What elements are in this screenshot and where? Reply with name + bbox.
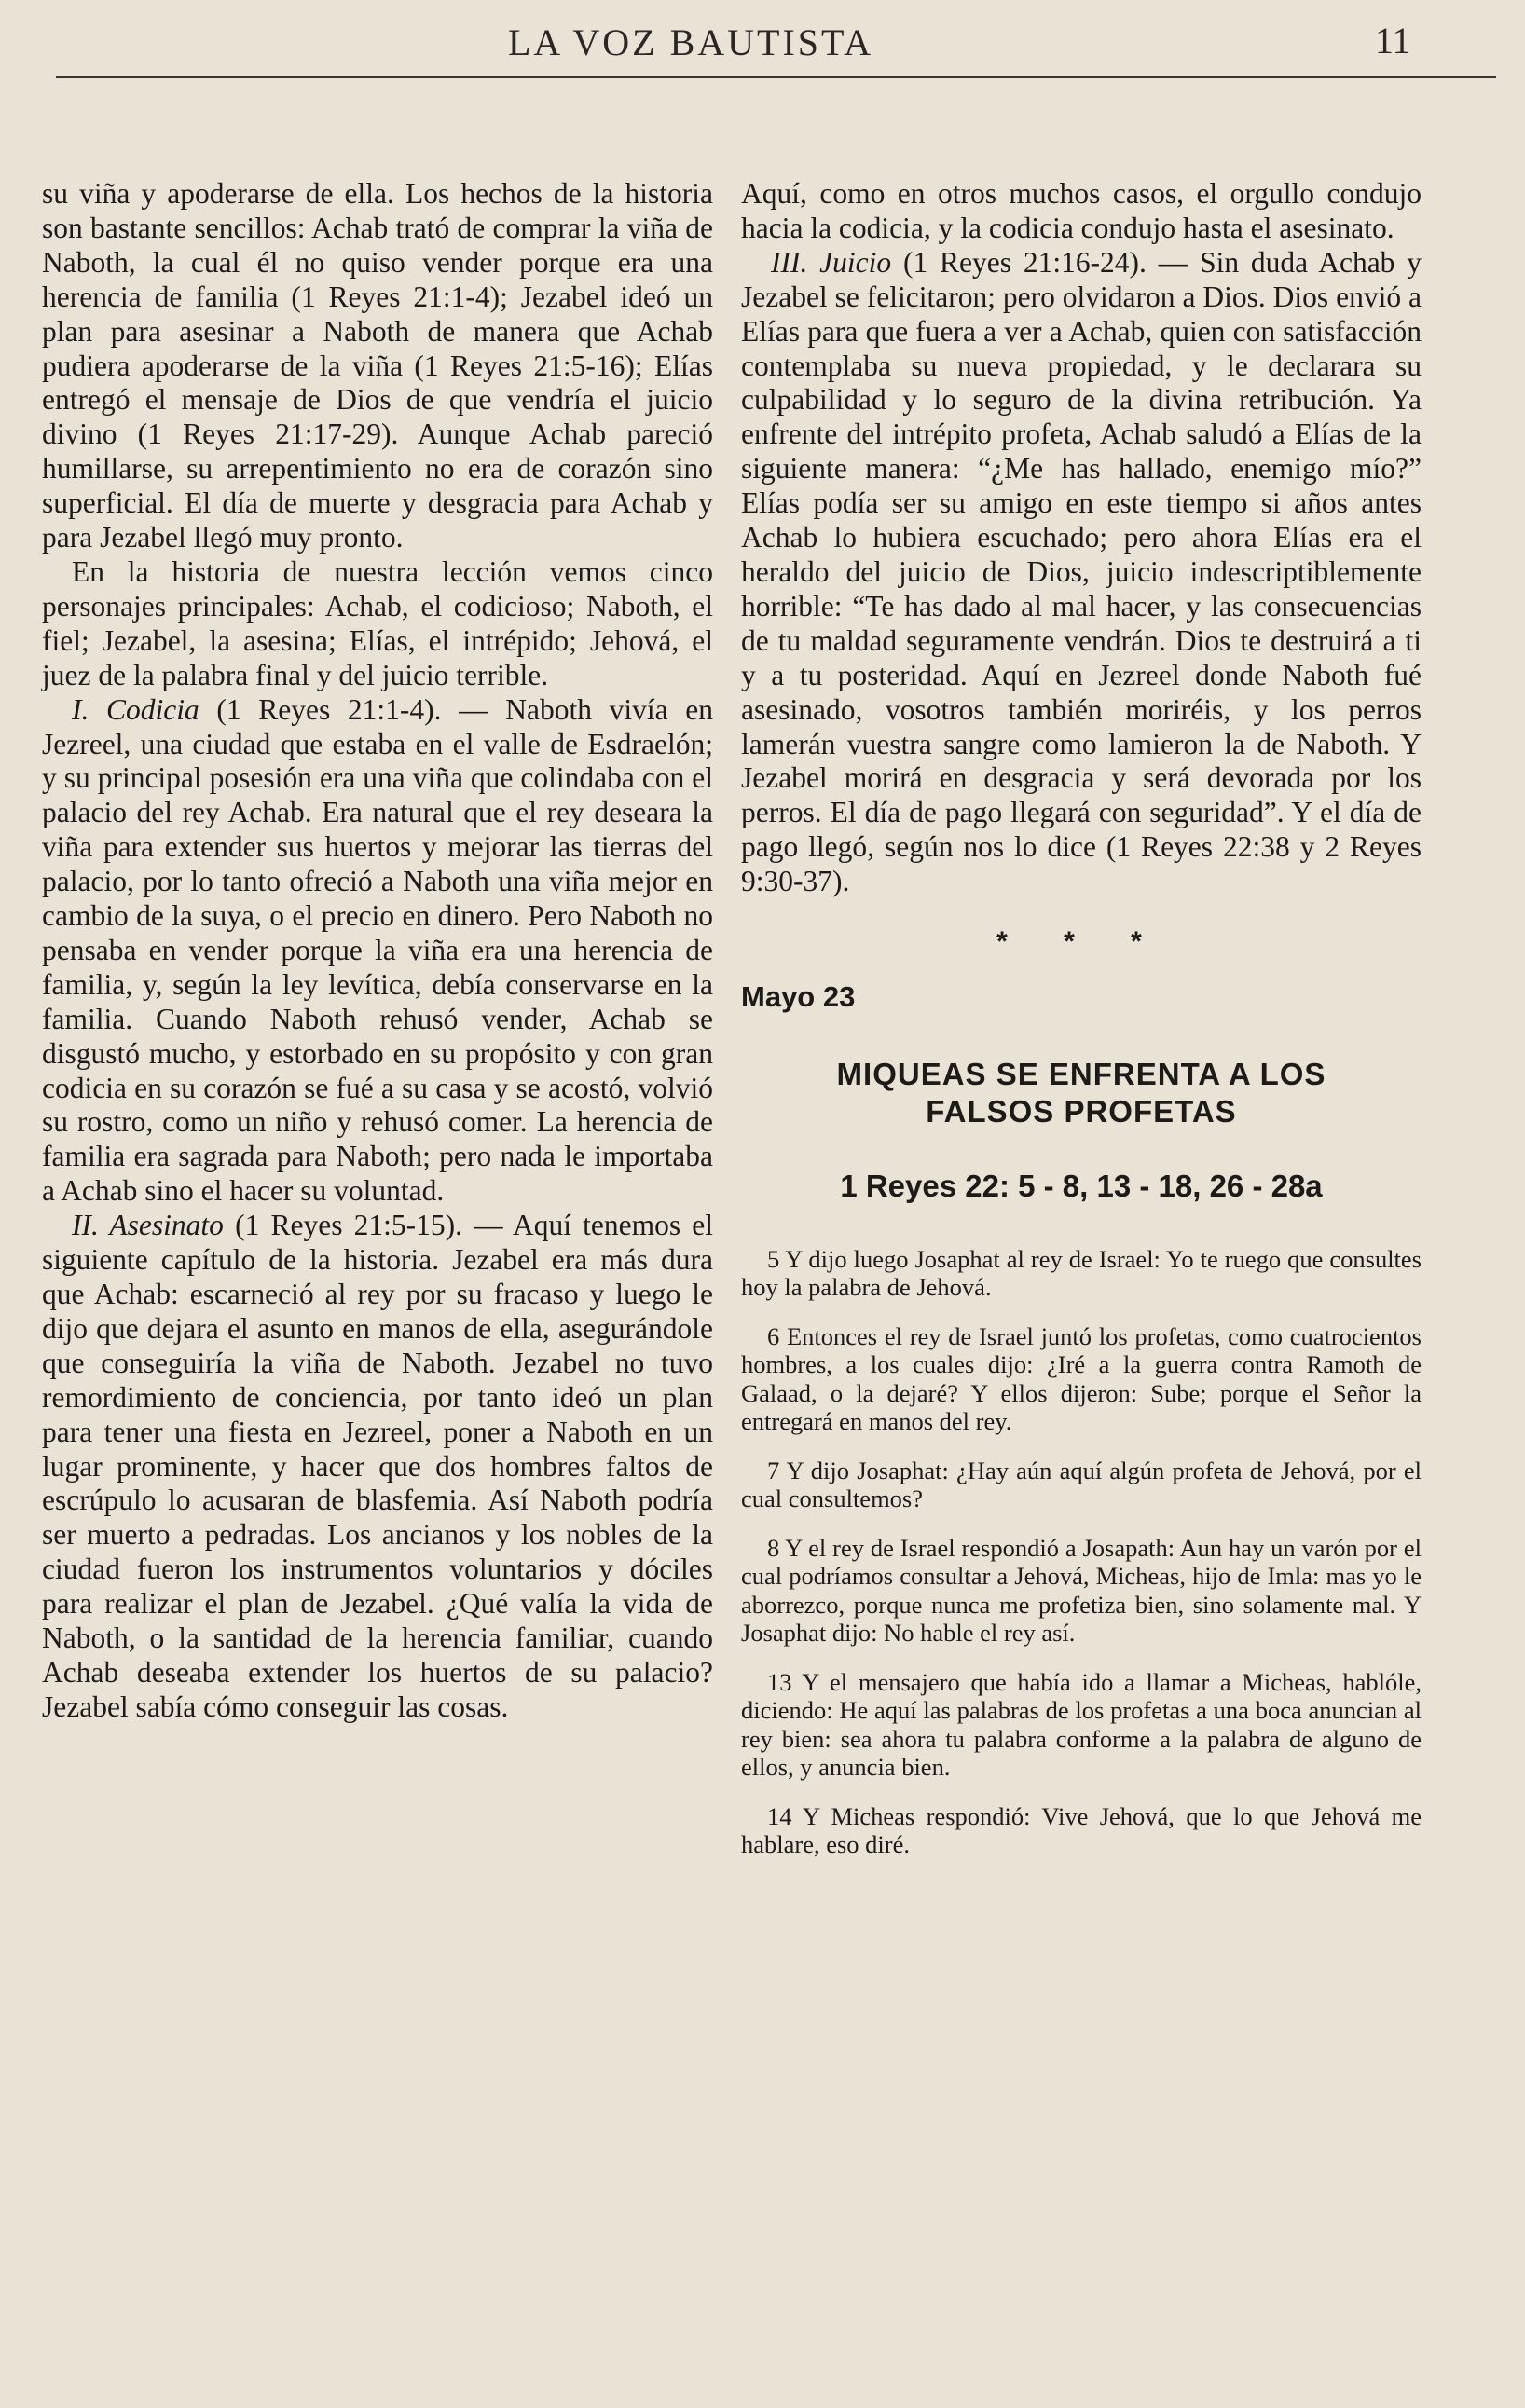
right-column: [741, 177, 1422, 1880]
section-label: III. Juicio: [771, 245, 892, 279]
section-juicio: [741, 246, 1422, 899]
section-separator: * * *: [996, 926, 1166, 958]
scripture-verse: 7 Y dijo Josaphat: ¿Hay aún aquí algún profeta de Jehová, por el cual consultemos?: [741, 1456, 1422, 1513]
lesson-reference: 1 Reyes 22: 5 - 8, 13 - 18, 26 - 28a: [840, 1168, 1323, 1203]
masthead-title: LA VOZ BAUTISTA: [508, 21, 874, 63]
paragraph-text: Aquí, como en otros muchos casos, el orgullo condujo hacia la codicia, y la codicia condujo hasta el asesinato.: [741, 177, 1422, 244]
paragraph-text: En la historia de nuestra lección vemos cinco personajes principales: Achab, el codicioso; Naboth, el fiel; Jezabel, la asesina; Elías, el intrépido; Jehová, el juez de la palabra final y del juicio terrible.: [42, 554, 713, 691]
paragraph: [741, 177, 1422, 246]
lesson-title-line: MIQUEAS SE ENFRENTA A LOS: [836, 1056, 1326, 1091]
paragraph: [42, 177, 713, 555]
scripture-verse: 14 Y Micheas respondió: Vive Jehová, que lo que Jehová me hablare, eso diré.: [741, 1801, 1422, 1859]
page-header: [0, 0, 1525, 93]
section-asesinato: [42, 1209, 713, 1725]
scripture-verse: 5 Y dijo luego Josaphat al rey de Israel: Yo te ruego que consultes hoy la palabra de Jehová.: [741, 1244, 1422, 1302]
paragraph-text: (1 Reyes 21:1-4). — Naboth vivía en Jezreel, una ciudad que estaba en el valle de Esdraelón; y su principal posesión era una viña que colindaba con el palacio del rey Achab. Era natural que el rey deseara la viña para extender sus huertos y mejorar las tierras del palacio, por lo tanto ofreció a Naboth una viña mejor en cambio de la suya, o el precio en dinero. Pero Naboth no pensaba en vender porque la viña era una herencia de familia, y, según la ley levítica, debía conservarse en la familia. Cuando Naboth rehusó vender, Achab se disgustó mucho, y estorbado en su propósito y con gran codicia en su corazón se fué a su casa y se acostó, volvió su rostro, como un niño y rehusó comer. La herencia de familia era sagrada para Naboth; pero nada le importaba a Achab sino el hacer su voluntad.: [42, 692, 713, 1208]
left-column: [42, 177, 713, 1725]
paragraph-text: su viña y apoderarse de ella. Los hechos de la historia son bastante sencillos: Achab trató de comprar la viña de Naboth, la cual él no quiso vender porque era una herencia de familia (1 Reyes 21:1-4); Jezabel ideó un plan para asesinar a Naboth de manera que Achab pudiera apoderarse de la viña (1 Reyes 21:5-16); Elías entregó el mensaje de Dios de que vendría el juicio divino (1 Reyes 21:17-29). Aunque Achab pareció humillarse, su arrepentimiento no era de corazón sino superficial. El día de muerte y desgracia para Achab y para Jezabel llegó muy pronto.: [42, 177, 713, 554]
scripture-verse: 8 Y el rey de Israel respondió a Josapath: Aun hay un varón por el cual podríamos consultar a Jehová, Micheas, hijo de Imla: mas yo le aborrezco, porque nunca me profetiza bien, sino solamente mal. Y Josaphat dijo: No hable el rey así.: [741, 1533, 1422, 1648]
lesson-date: Mayo 23: [741, 979, 856, 1013]
lesson-title: [741, 1056, 1422, 1130]
paragraph-text: (1 Reyes 21:5-15). — Aquí tenemos el siguiente capítulo de la historia. Jezabel era más dura que Achab: escarneció al rey por su fracaso y luego le dijo que dejara el asunto en manos de ella, asegurándole que conseguiría la viña de Naboth. Jezabel no tuvo remordimiento de conciencia, por tanto ideó un plan para tener una fiesta en Jezreel, poner a Naboth en un lugar prominente, y hacer que dos hombres faltos de escrúpulo lo acusaran de blasfemia. Así Naboth podría ser muerto a pedradas. Los ancianos y los nobles de la ciudad fueron los instrumentos voluntarios y dóciles para realizar el plan de Jezabel. ¿Qué valía la vida de Naboth, o la santidad de la herencia familiar, cuando Achab deseaba extender los huertos de su palacio? Jezabel sabía cómo conseguir las cosas.: [42, 1209, 714, 1723]
scripture-verse: 13 Y el mensajero que había ido a llamar a Micheas, hablóle, diciendo: He aquí las palabras de los profetas a una boca anuncian al rey bien: sea ahora tu palabra conforme a la palabra de alguno de ellos, y anuncia bien.: [741, 1667, 1422, 1782]
page-number: 11: [1375, 20, 1411, 62]
paragraph-text: (1 Reyes 21:16-24). — Sin duda Achab y Jezabel se felicitaron; pero olvidaron a Dios. Dios envió a Elías para que fuera a ver a Achab, quien con satisfacción contemplaba su nueva propiedad, y le declarara su culpabilidad y lo seguro de la divina retribución. Ya enfrente del intrépito profeta, Achab saludó a Elías de la siguiente manera: “¿Me has hallado, enemigo mío?” Elías podía ser su amigo en este tiempo si años antes Achab lo hubiera escuchado; pero ahora Elías era el heraldo del juicio de Dios, juicio indescriptiblemente horrible: “Te has dado al mal hacer, y las consecuencias de tu maldad seguramente vendrán. Dios te destruirá a ti y a tu posteridad. Aquí en Jezreel donde Naboth fué asesinado, vosotros también moriréis, y los perros lamerán vuestra sangre como lamieron la de Naboth. Y Jezabel morirá en desgracia y será devorada por los perros. El día de pago llegará con seguridad”. Y el día de pago llegó, según nos lo dice (1 Reyes 22:38 y 2 Reyes 9:30-37).: [741, 245, 1422, 898]
header-rule: [56, 76, 1496, 78]
scripture-verse: 6 Entonces el rey de Israel juntó los profetas, como cuatrocientos hombres, a los cuales dijo: ¿Iré a la guerra contra Ramoth de Galaad, o la dejaré? Y ellos dijeron: Sube; porque el Señor la entregará en manos del rey.: [741, 1321, 1422, 1436]
section-codicia: [42, 693, 713, 1210]
section-label: I. Codicia: [72, 692, 199, 726]
section-label: II. Asesinato: [72, 1209, 224, 1242]
paragraph: [42, 555, 713, 693]
lesson-title-line: FALSOS PROFETAS: [926, 1093, 1237, 1129]
